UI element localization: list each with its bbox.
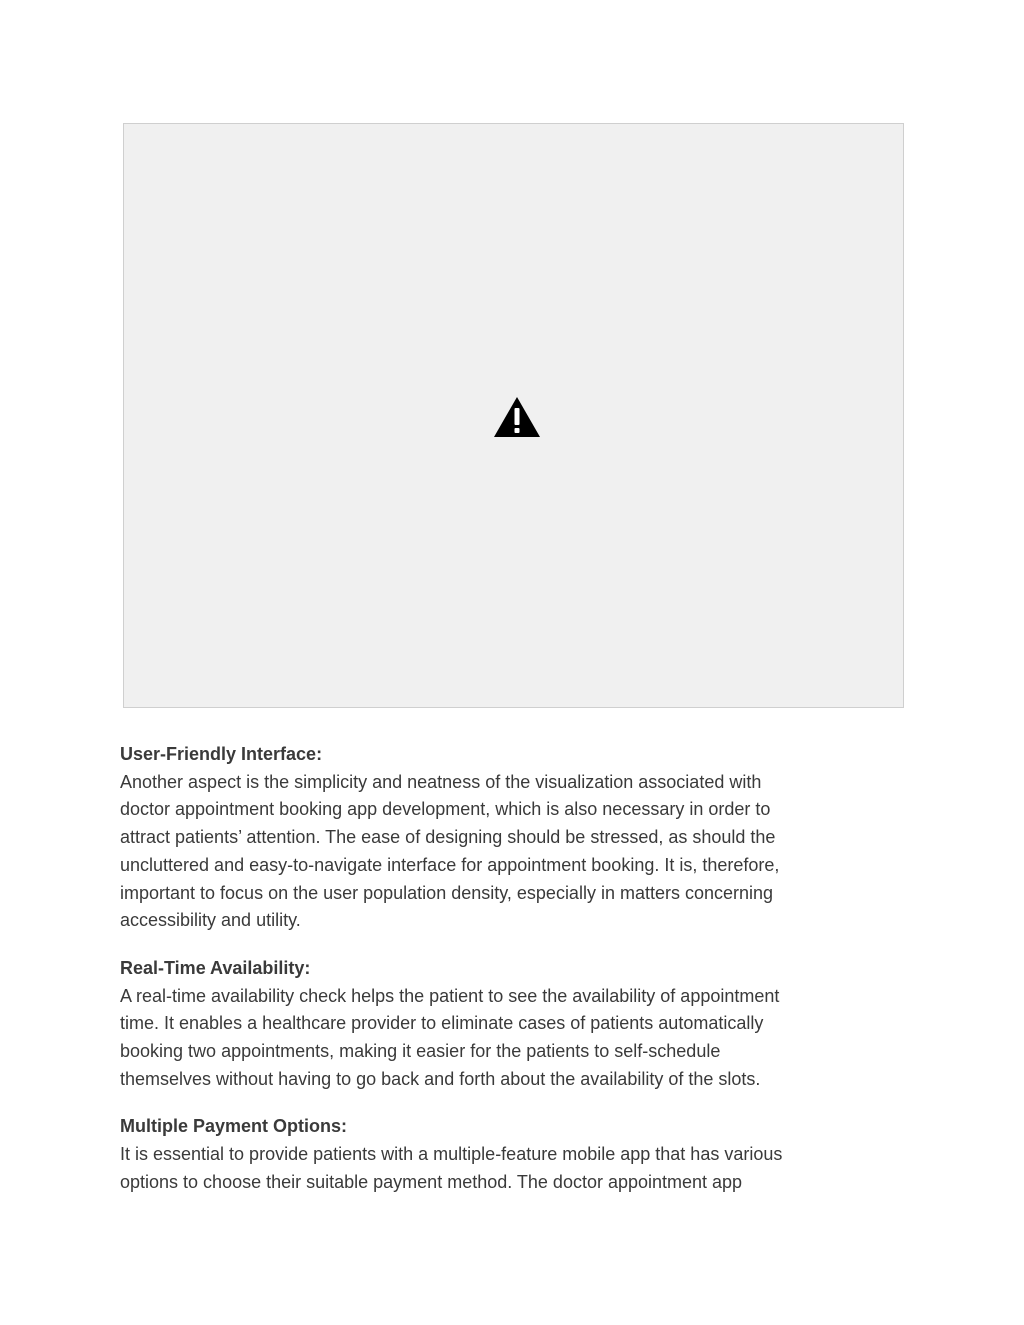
section-multiple-payment-options [120, 1113, 880, 1196]
section-body: A real-time availability check helps the patient to see the availability of appointment time. It enables a healthcare provider to eliminate cases of patients automatically booking two appointments, making it easier for the patients to self-schedule themselves without having to go back and forth about the availability of the slots. [120, 985, 780, 1089]
broken-image-placeholder [123, 123, 904, 708]
section-heading: Real-Time Availability: [120, 957, 311, 978]
section-body: Another aspect is the simplicity and neatness of the visualization associated with doctor appointment booking app development, which is also necessary in order to attract patients’ attention. The ease of designing should be stressed, as should the uncluttered and easy-to-navigate interface for appointment booking. It is, therefore, important to focus on the user population density, especially in matters concerning accessibility and utility. [120, 771, 780, 931]
section-heading: User-Friendly Interface: [120, 744, 323, 764]
section-body: It is essential to provide patients with a multiple-feature mobile app that has various options to choose their suitable payment method. The doctor appointment app [120, 1144, 783, 1192]
section-user-friendly-interface [120, 741, 880, 935]
warning-icon [493, 396, 541, 438]
section-real-time-availability [120, 955, 880, 1094]
section-heading: Multiple Payment Options: [120, 1116, 348, 1137]
article-content [120, 741, 880, 1217]
